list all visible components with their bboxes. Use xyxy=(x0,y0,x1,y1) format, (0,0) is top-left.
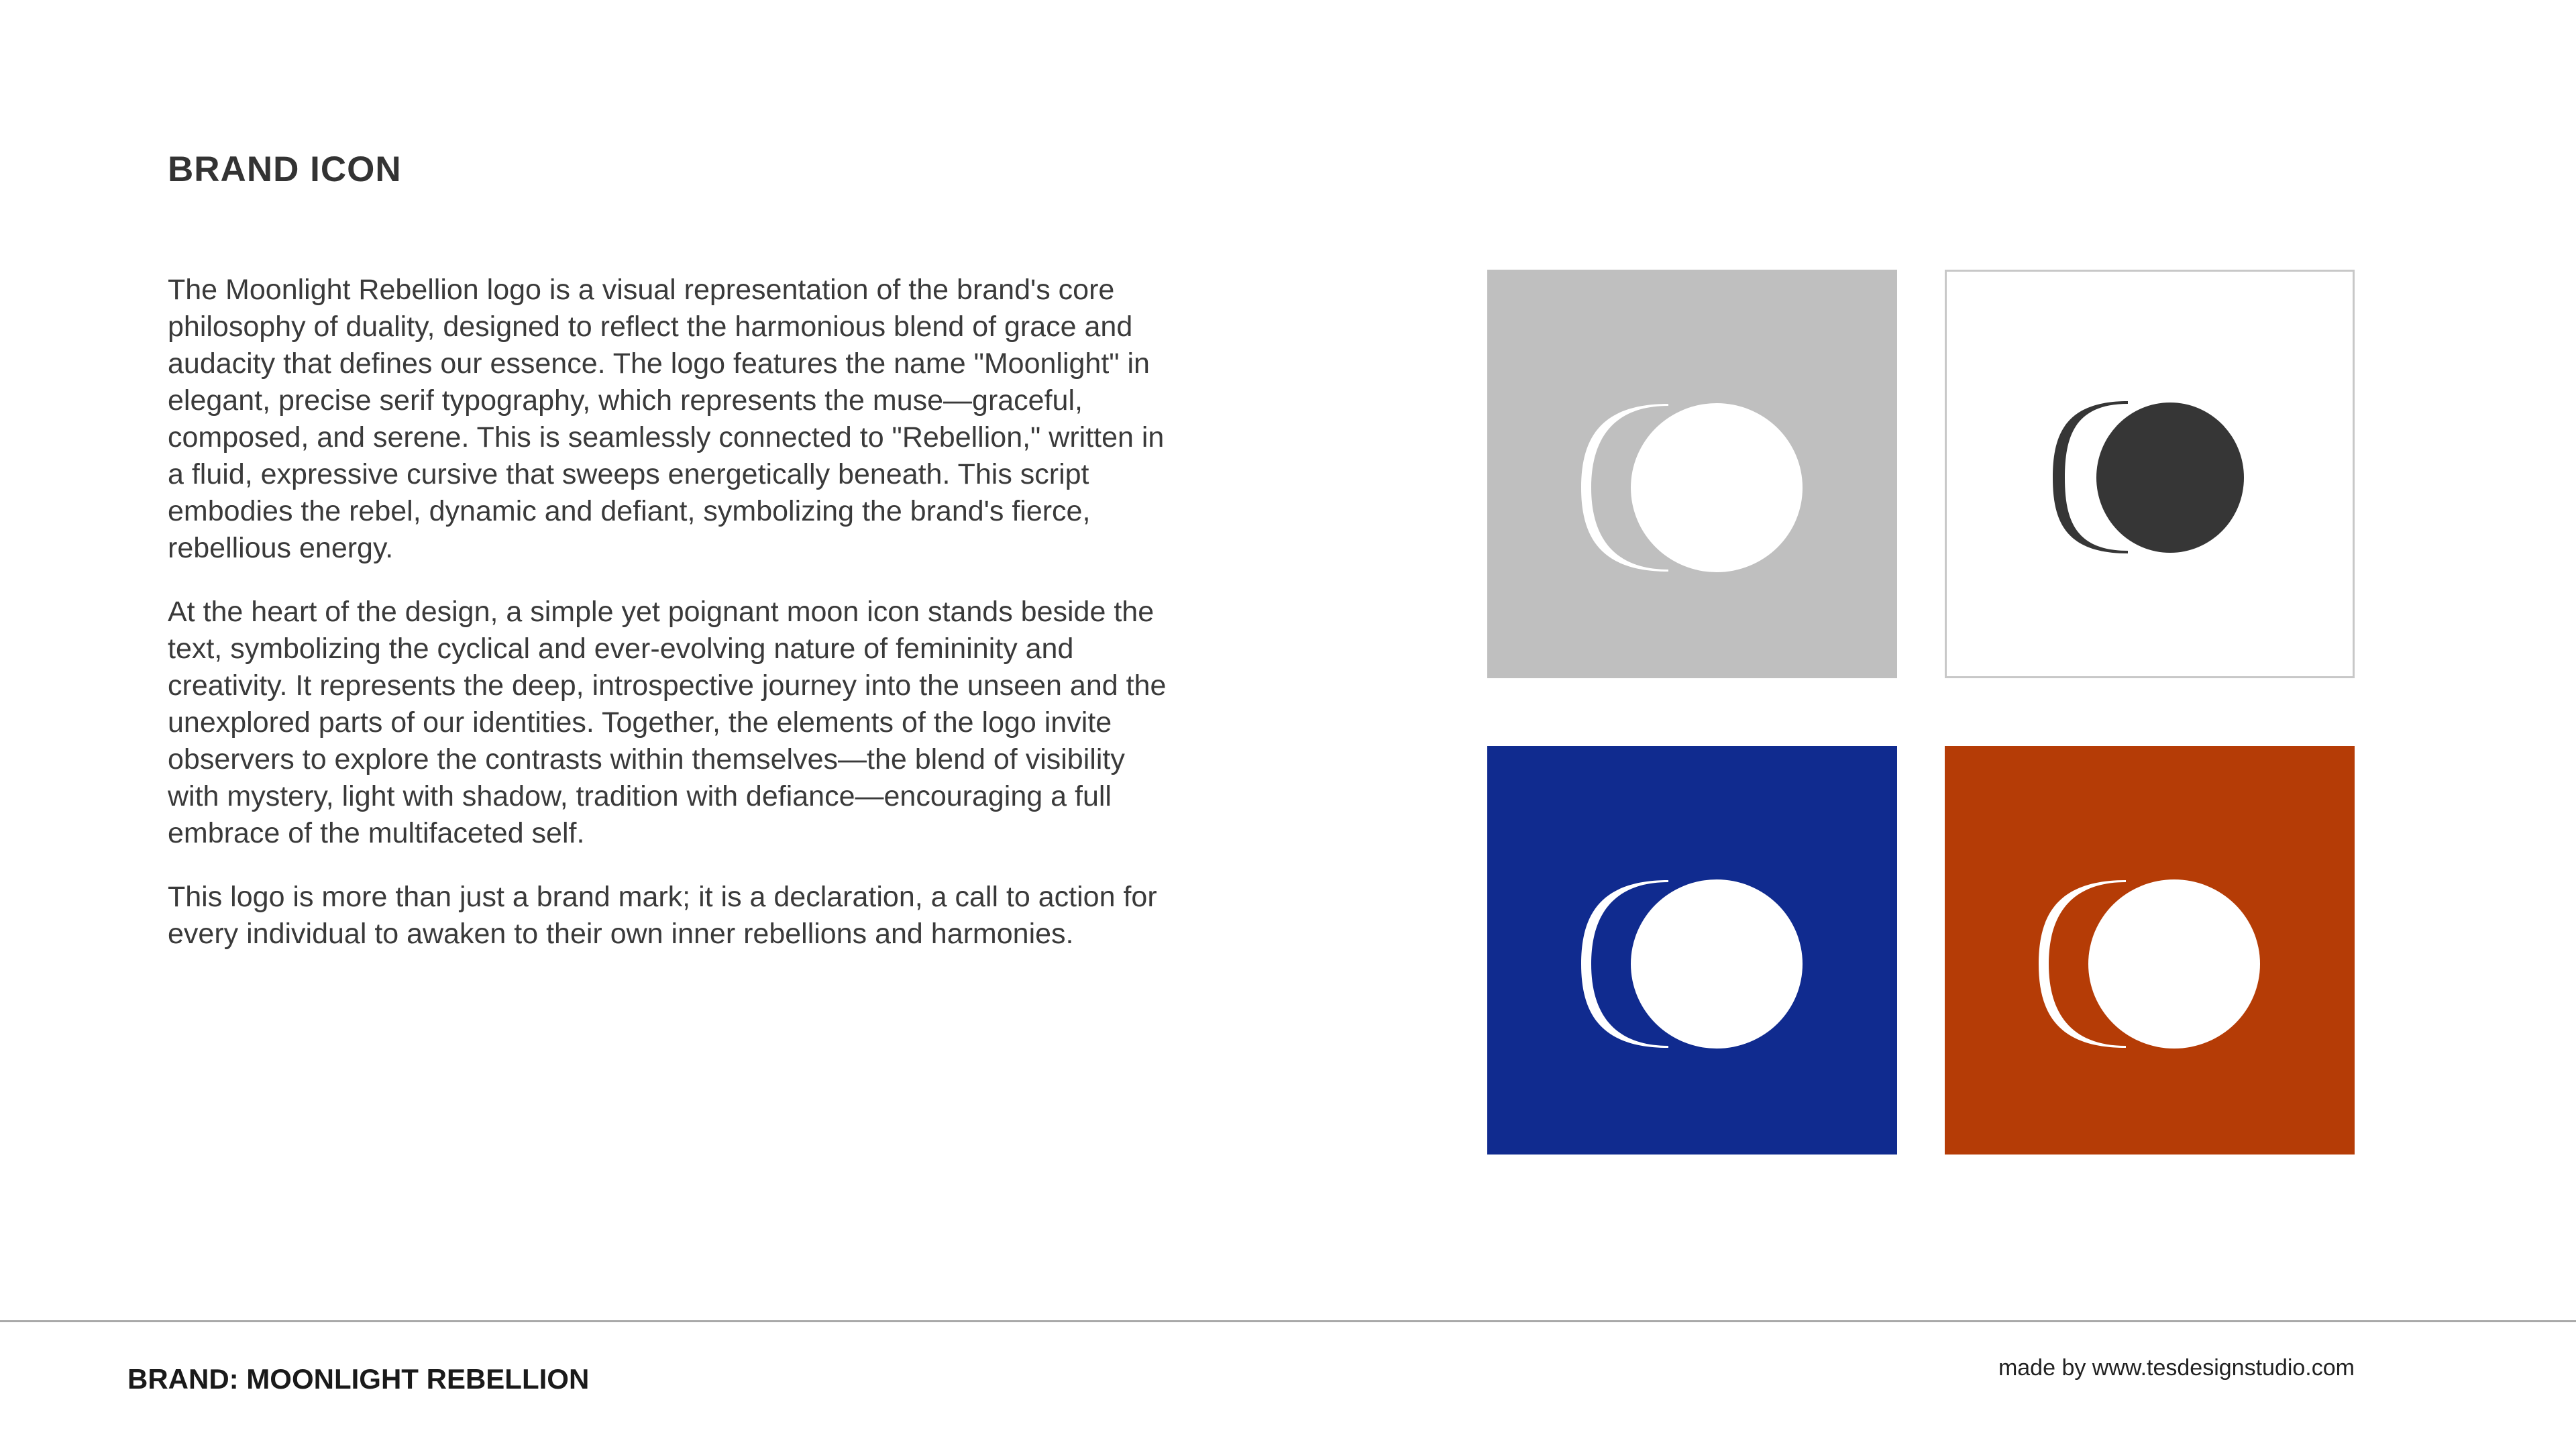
description-paragraph-2: At the heart of the design, a simple yet poignant moon icon stands beside the text, symbolizing the cyclical and ever-evolving nature of femininity and creativity. It represents the deep, introspective journey into the unseen and the unexplored parts of our identities. Together, the elements of the logo invite observers to explore the contrasts within themselves—the blend of visibility with mystery, light with shadow, tradition with defiance—encouraging a full embrace of the multifaceted self. xyxy=(168,596,1167,849)
section-heading: BRAND ICON xyxy=(168,150,402,189)
moon-logo-icon xyxy=(1487,746,1897,1155)
footer-brand-name: BRAND: MOONLIGHT REBELLION xyxy=(127,1363,590,1395)
description-paragraph-1: The Moonlight Rebellion logo is a visual representation of the brand's core philosophy of duality, designed to reflect the harmonious blend of grace and audacity that defines our essence. The logo features the name "Moonlight" in elegant, precise serif typography, which represents the muse—graceful, composed, and serene. This is seamlessly connected to "Rebellion," written in a fluid, expressive cursive that sweeps energetically beneath. This script embodies the rebel, dynamic and defiant, symbolizing the brand's fierce, rebellious energy. xyxy=(168,274,1165,564)
icon-tile-white xyxy=(1945,270,2355,678)
footer-credit: made by www.tesdesignstudio.com xyxy=(1998,1355,2355,1381)
description-text xyxy=(168,272,1174,979)
moon-logo-icon xyxy=(1947,272,2353,676)
icon-tile-orange xyxy=(1945,746,2355,1155)
icon-tile-grey xyxy=(1487,270,1897,678)
description-paragraph-3: This logo is more than just a brand mark; it is a declaration, a call to action for every individual to awaken to their own inner rebellions and harmonies. xyxy=(168,881,1157,950)
icon-tile-blue xyxy=(1487,746,1897,1155)
moon-logo-icon xyxy=(1487,270,1897,678)
moon-logo-icon xyxy=(1945,746,2355,1155)
footer-divider xyxy=(0,1320,2576,1322)
